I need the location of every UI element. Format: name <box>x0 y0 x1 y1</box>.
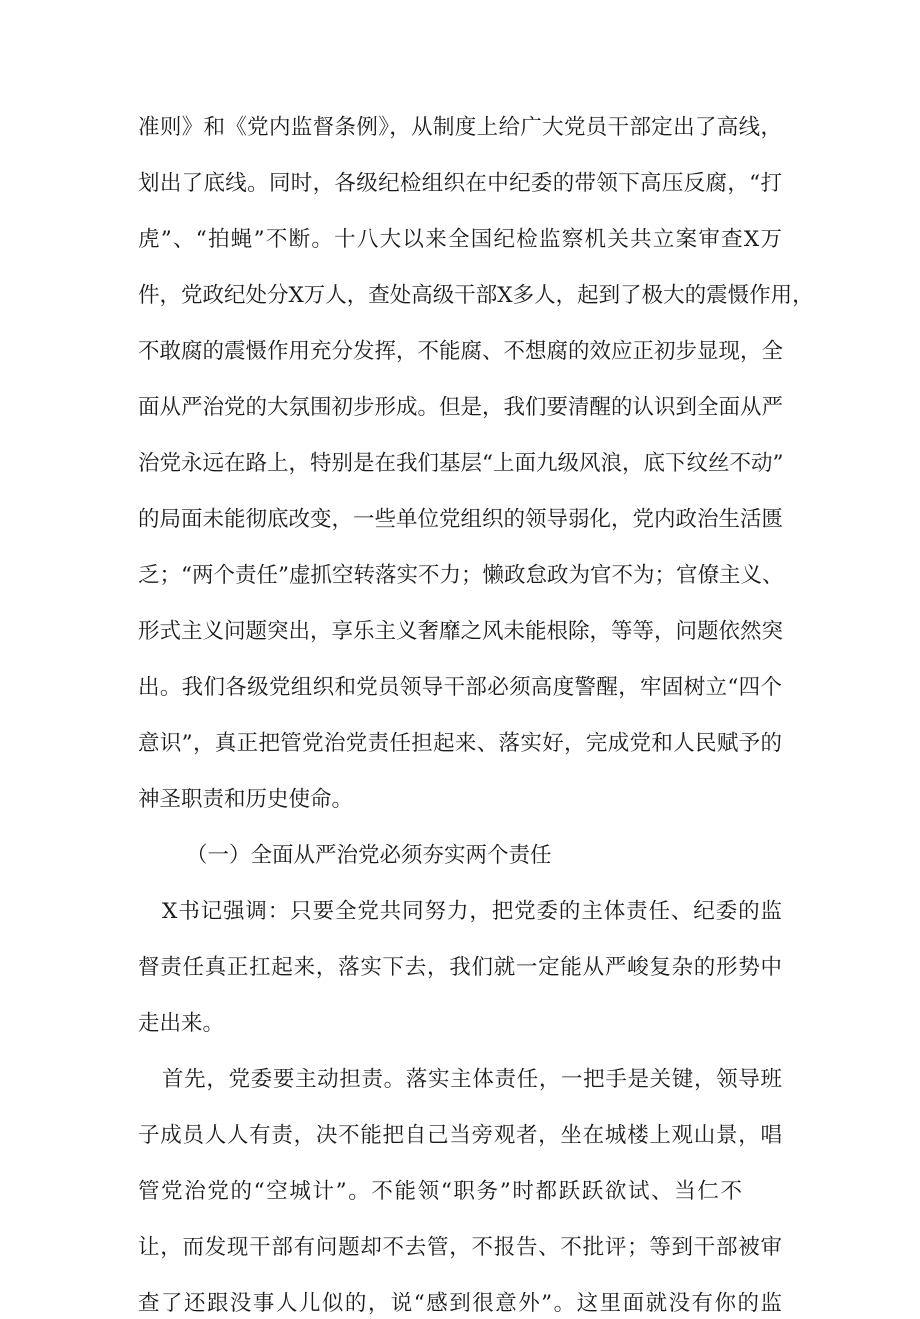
paragraph-line: 件，党政纪处分X万人，查处高级干部X多人，起到了极大的震慑作用， <box>138 283 814 308</box>
paragraph-line: 神圣职责和历史使命。 <box>138 787 354 812</box>
paragraph-line: 出。我们各级党组织和党员领导干部必须高度警醒，牢固树立“四个 <box>138 675 782 700</box>
paragraph-line: 首先，党委要主动担责。落实主体责任，一把手是关键，领导班 <box>162 1067 782 1092</box>
paragraph-line: 管党治党的“空城计”。不能领“职务”时都跃跃欲试、当仁不 <box>138 1179 742 1204</box>
paragraph-line: 让，而发现干部有问题却不去管，不报告、不批评；等到干部被审 <box>138 1235 782 1260</box>
paragraph-line: 准则》和《党内监督条例》，从制度上给广大党员干部定出了高线， <box>138 115 782 140</box>
paragraph-line: 子成员人人有责，决不能把自己当旁观者，坐在城楼上观山景，唱 <box>138 1123 782 1148</box>
paragraph-line: 走出来。 <box>138 1011 225 1036</box>
paragraph-line: X书记强调：只要全党共同努力，把党委的主体责任、纪委的监 <box>162 899 782 924</box>
paragraph-line: 虎”、“拍蝇”不断。十八大以来全国纪检监察机关共立案审查X万 <box>138 227 782 252</box>
section-heading: （一）全面从严治党必须夯实两个责任 <box>186 843 552 868</box>
paragraph-line: 意识”，真正把管党治党责任担起来、落实好，完成党和人民赋予的 <box>138 731 782 756</box>
paragraph-line: 的局面未能彻底改变，一些单位党组织的领导弱化，党内政治生活匮 <box>138 507 784 532</box>
paragraph-line: 面从严治党的大氛围初步形成。但是，我们要清醒的认识到全面从严 <box>138 395 784 420</box>
paragraph-line: 查了还跟没事人儿似的，说“感到很意外”。这里面就没有你的监 <box>138 1291 782 1316</box>
paragraph-line: 划出了底线。同时，各级纪检组织在中纪委的带领下高压反腐，“打 <box>138 171 782 196</box>
paragraph-line: 乏；“两个责任”虚抓空转落实不力；懒政怠政为官不为；官僚主义、 <box>138 563 784 588</box>
paragraph-line: 不敢腐的震慑作用充分发挥，不能腐、不想腐的效应正初步显现，全 <box>138 339 784 364</box>
paragraph-line: 形式主义问题突出，享乐主义奢靡之风未能根除，等等，问题依然突 <box>138 619 784 644</box>
paragraph-line: 督责任真正扛起来，落实下去，我们就一定能从严峻复杂的形势中 <box>138 955 782 980</box>
paragraph-line: 治党永远在路上，特别是在我们基层“上面九级风浪，底下纹丝不动” <box>138 451 784 476</box>
